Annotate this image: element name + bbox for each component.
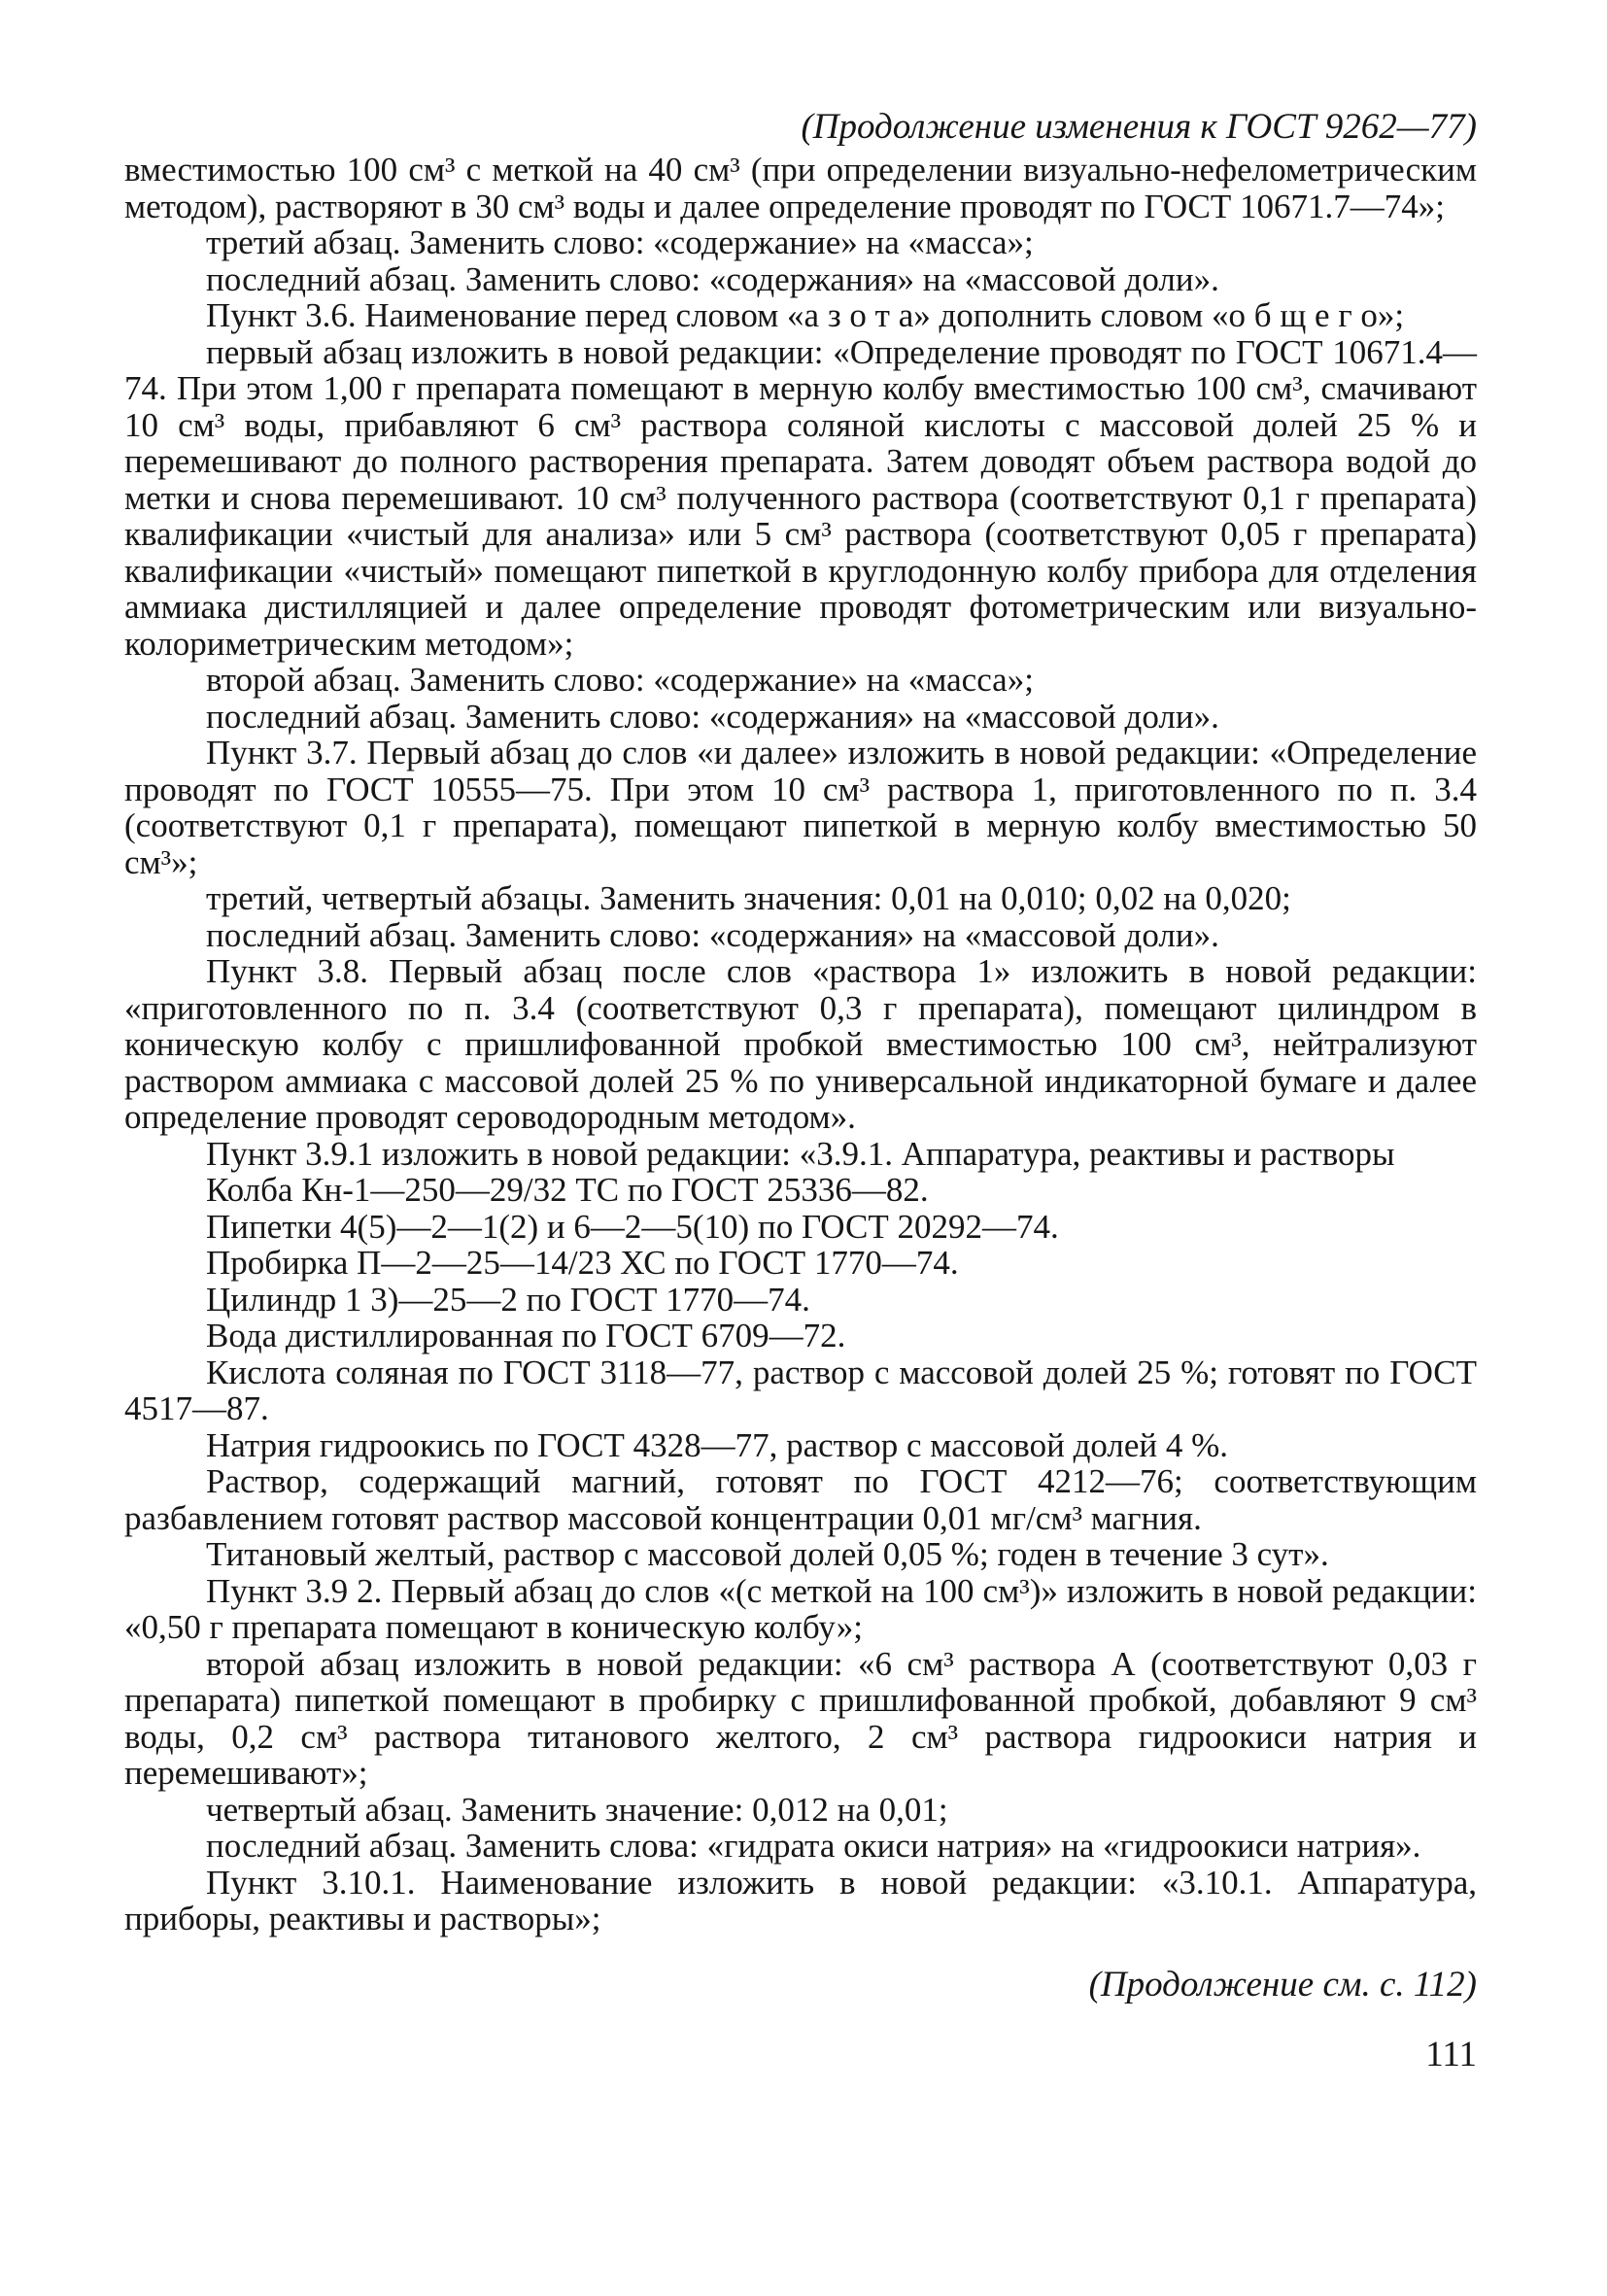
paragraph: четвертый абзац. Заменить значение: 0,012 на 0,01; (206, 1790, 948, 1829)
paragraph: Пункт 3.6. Наименование перед словом «а з о т а» дополнить словом «о б щ е г о»; (206, 296, 1405, 334)
paragraph: вместимостью 100 см³ с меткой на 40 см³ (при определении визуально-нефелометрическим методом), растворяют в 30 см³ воды и далее определение проводят по ГОСТ 10671.7—74»; (124, 151, 1477, 225)
paragraph: последний абзац. Заменить слово: «содержания» на «массовой доли». (206, 259, 1219, 298)
page-header: (Продолжение изменения к ГОСТ 9262—77) (801, 107, 1477, 147)
paragraph: последний абзац. Заменить слово: «содержания» на «массовой доли». (206, 697, 1219, 736)
paragraph: третий абзац. Заменить слово: «содержание» на «масса»; (206, 223, 1034, 261)
paragraph: последний абзац. Заменить слова: «гидрата окиси натрия» на «гидроокиси натрия». (206, 1827, 1421, 1865)
paragraph: Пункт 3.7. Первый абзац до слов «и далее» изложить в новой редакции: «Определение проводят по ГОСТ 10555—75. При этом 10 см³ раствора 1, приготовленного по п. 3.4 (соответствуют 0,1 г препарата), помещают пипеткой в мерную колбу вместимостью 50 см³»; (124, 734, 1477, 881)
paragraph: второй абзац изложить в новой редакции: «6 см³ раствора А (соответствуют 0,03 г препарата) пипеткой помещают в пробирку с пришлифованной пробкой, добавляют 9 см³ воды, 0,2 см³ раствора титанового желтого, 2 см³ раствора гидроокиси натрия и перемешивают»; (124, 1644, 1477, 1792)
paragraph: второй абзац. Заменить слово: «содержание» на «масса»; (206, 661, 1034, 699)
list-item: Вода дистиллированная по ГОСТ 6709—72. (206, 1317, 846, 1354)
paragraph: Пункт 3.8. Первый абзац после слов «раствора 1» изложить в новой редакции: «приготовленного по п. 3.4 (соответствуют 0,3 г препарата), помещают цилиндром в коническую колбу с пришлифованной пробкой вместимостью 100 см³, нейтрализуют раствором аммиака с массовой долей 25 % по универсальной индикаторной бумаге и далее определение проводят сероводородным методом». (124, 952, 1477, 1136)
paragraph: Пункт 3.9.1 изложить в новой редакции: «3.9.1. Аппаратура, реактивы и растворы (206, 1134, 1395, 1173)
paragraph: Пункт 3.10.1. Наименование изложить в новой редакции: «3.10.1. Аппаратура, приборы, реактивы и растворы»; (124, 1863, 1477, 1937)
body-text (124, 152, 1477, 1937)
paragraph: Пункт 3.9 2. Первый абзац до слов «(с меткой на 100 см³)» изложить в новой редакции: «0,50 г препарата помещают в коническую колбу»; (124, 1571, 1477, 1646)
paragraph: третий, четвертый абзацы. Заменить значения: 0,01 на 0,010; 0,02 на 0,020; (206, 879, 1291, 917)
list-item: Пипетки 4(5)—2—1(2) и 6—2—5(10) по ГОСТ 20292—74. (206, 1207, 1059, 1246)
paragraph: первый абзац изложить в новой редакции: «Определение проводят по ГОСТ 10671.4—74. При этом 1,00 г препарата помещают в мерную колбу вместимостью 100 см³, смачивают 10 см³ воды, прибавляют 6 см³ раствора соляной кислоты с массовой долей 25 % и перемешивают до полного растворения препарата. Затем доводят объем раствора водой до метки и снова перемешивают. 10 см³ полученного раствора (соответствуют 0,1 г препарата) квалификации «чистый для анализа» или 5 см³ раствора (соответствуют 0,05 г препарата) квалификации «чистый» помещают пипеткой в круглодонную колбу прибора для отделения аммиака дистилляцией и далее определение проводят фотометрическим или визуально-колориметрическим методом»; (124, 332, 1477, 663)
paragraph: Кислота соляная по ГОСТ 3118—77, раствор с массовой долей 25 %; готовят по ГОСТ 4517—87. (124, 1353, 1477, 1427)
list-item: Пробирка П—2—25—14/23 ХС по ГОСТ 1770—74. (206, 1244, 959, 1282)
continuation-note: (Продолжение см. с. 112) (1088, 1964, 1477, 2005)
paragraph: последний абзац. Заменить слово: «содержания» на «массовой доли». (206, 915, 1219, 954)
page-number: 111 (1425, 2034, 1477, 2074)
list-item: Цилиндр 1 3)—25—2 по ГОСТ 1770—74. (206, 1280, 810, 1319)
paragraph: Титановый желтый, раствор с массовой долей 0,05 %; годен в течение 3 сут». (206, 1535, 1329, 1573)
paragraph: Натрия гидроокись по ГОСТ 4328—77, раствор с массовой долей 4 %. (206, 1425, 1229, 1464)
document-page (124, 105, 1477, 2077)
paragraph: Раствор, содержащий магний, готовят по ГОСТ 4212—76; соответствующим разбавлением готовят раствор массовой концентрации 0,01 мг/см³ магния. (124, 1462, 1477, 1537)
list-item: Колба Кн-1—250—29/32 ТС по ГОСТ 25336—82. (206, 1171, 929, 1209)
